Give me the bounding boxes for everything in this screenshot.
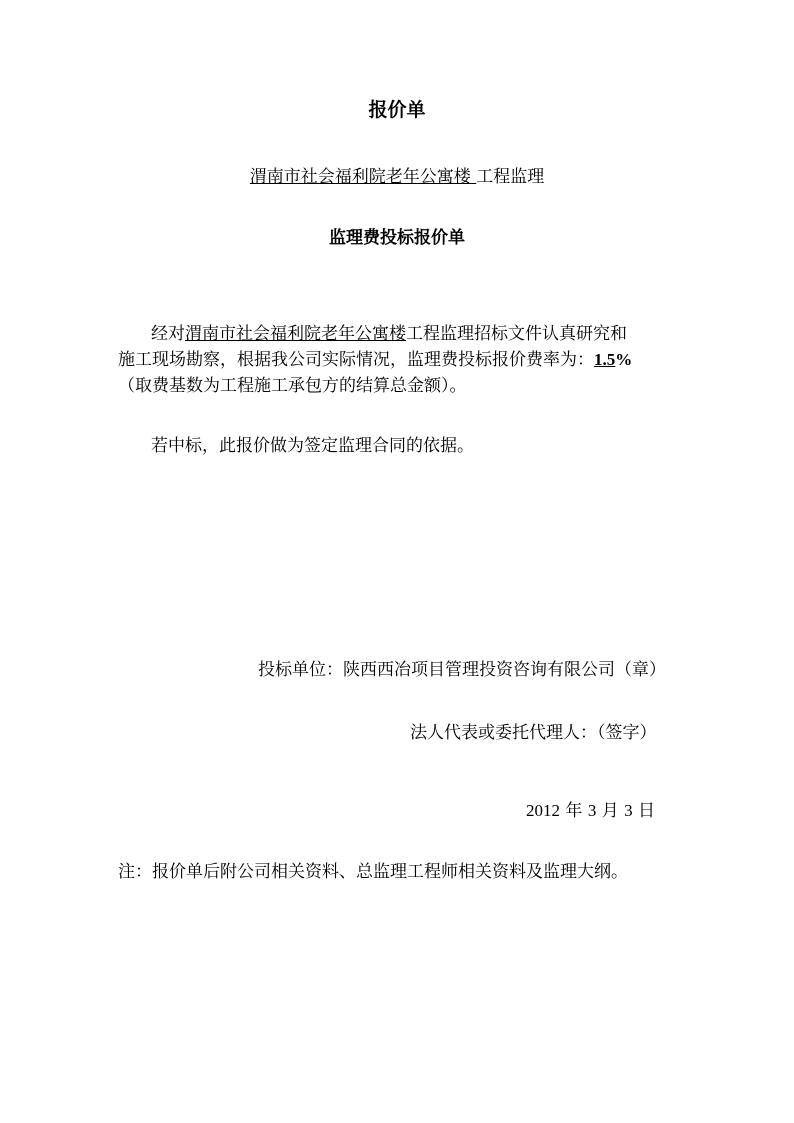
project-line — [0, 165, 794, 189]
date-year: 2012 — [526, 801, 560, 820]
representative-line: 法人代表或委托代理人：（签字） — [410, 723, 657, 743]
date-year-unit: 年 — [565, 801, 583, 821]
date-line — [526, 799, 655, 823]
bidder-name: 陕西西冶项目管理投资咨询有限公司（章） — [343, 660, 666, 680]
fee-rate-value: 1.5 — [594, 350, 616, 369]
date-month-unit: 月 — [601, 801, 619, 821]
bidder-line — [258, 658, 666, 682]
date-month: 3 — [587, 801, 597, 820]
project-suffix: 工程监理 — [476, 167, 545, 187]
footnote: 注：报价单后附公司相关资料、总监理工程师相关资料及监理大纲。 — [118, 862, 628, 882]
paragraph1-line1 — [151, 322, 627, 346]
date-day-unit: 日 — [638, 801, 656, 821]
paragraph1-line2-text: 施工现场勘察，根据我公司实际情况，监理费投标报价费率为： — [118, 350, 594, 370]
fee-rate-unit: % — [615, 350, 633, 369]
document-title: 报价单 — [368, 99, 426, 121]
paragraph1-line1-suffix: 工程监理招标文件认真研究和 — [406, 324, 627, 344]
project-name-underlined: 渭南市社会福利院老年公寓楼 — [249, 167, 477, 187]
paragraph1-prefix: 经对 — [151, 324, 185, 344]
document-subtitle: 监理费投标报价单 — [329, 228, 465, 248]
date-day: 3 — [624, 801, 633, 820]
paragraph1-line3: （取费基数为工程施工承包方的结算总金额）。 — [118, 376, 467, 396]
bidder-label: 投标单位： — [258, 660, 343, 680]
paragraph2: 若中标，此报价做为签定监理合同的依据。 — [151, 436, 474, 456]
paragraph1-project-name: 渭南市社会福利院老年公寓楼 — [185, 324, 406, 344]
paragraph1-line2 — [118, 348, 632, 372]
